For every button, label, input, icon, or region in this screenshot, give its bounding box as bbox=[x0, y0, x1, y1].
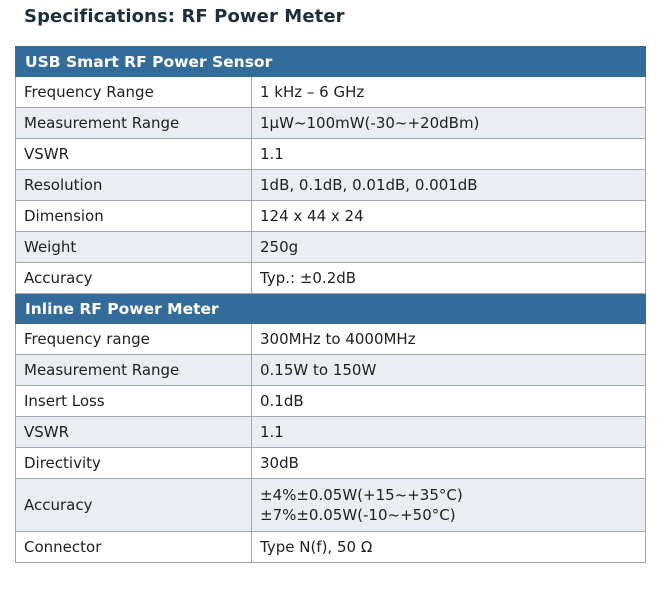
spec-value-line: ±4%±0.05W(+15~+35°C) bbox=[260, 486, 463, 504]
section-header-inline-meter bbox=[16, 294, 646, 324]
specifications-table bbox=[15, 46, 646, 563]
spec-label: Connector bbox=[16, 532, 252, 563]
spec-value: 30dB bbox=[252, 448, 646, 479]
spec-label: Resolution bbox=[16, 170, 252, 201]
table-row bbox=[16, 386, 646, 417]
table-row bbox=[16, 108, 646, 139]
table-row bbox=[16, 324, 646, 355]
spec-label: Accuracy bbox=[16, 263, 252, 294]
spec-value: 1 kHz – 6 GHz bbox=[252, 77, 646, 108]
spec-value: 300MHz to 4000MHz bbox=[252, 324, 646, 355]
page-title: Specifications: RF Power Meter bbox=[24, 6, 345, 27]
spec-value: 1dB, 0.1dB, 0.01dB, 0.001dB bbox=[252, 170, 646, 201]
spec-value: 124 x 44 x 24 bbox=[252, 201, 646, 232]
table-row bbox=[16, 232, 646, 263]
section-heading: Inline RF Power Meter bbox=[16, 294, 646, 324]
spec-value-multiline bbox=[252, 479, 646, 532]
spec-label: VSWR bbox=[16, 417, 252, 448]
spec-label: Directivity bbox=[16, 448, 252, 479]
section-heading: USB Smart RF Power Sensor bbox=[16, 47, 646, 77]
table-row bbox=[16, 532, 646, 563]
spec-value: 250g bbox=[252, 232, 646, 263]
table-row bbox=[16, 355, 646, 386]
spec-value: 1μW~100mW(-30~+20dBm) bbox=[252, 108, 646, 139]
spec-label: Accuracy bbox=[16, 479, 252, 532]
spec-label: Weight bbox=[16, 232, 252, 263]
section-header-usb-sensor bbox=[16, 47, 646, 77]
spec-label: Frequency Range bbox=[16, 77, 252, 108]
table-row bbox=[16, 417, 646, 448]
spec-value: Type N(f), 50 Ω bbox=[252, 532, 646, 563]
spec-label: Insert Loss bbox=[16, 386, 252, 417]
table-row bbox=[16, 448, 646, 479]
spec-label: Dimension bbox=[16, 201, 252, 232]
table-row bbox=[16, 77, 646, 108]
spec-label: Measurement Range bbox=[16, 355, 252, 386]
spec-value: 0.15W to 150W bbox=[252, 355, 646, 386]
spec-value: 0.1dB bbox=[252, 386, 646, 417]
spec-label: Frequency range bbox=[16, 324, 252, 355]
table-row bbox=[16, 139, 646, 170]
spec-value: 1.1 bbox=[252, 417, 646, 448]
spec-label: VSWR bbox=[16, 139, 252, 170]
table-row bbox=[16, 263, 646, 294]
spec-value-line: ±7%±0.05W(-10~+50°C) bbox=[260, 506, 456, 524]
spec-label: Measurement Range bbox=[16, 108, 252, 139]
table-row bbox=[16, 479, 646, 532]
spec-value: 1.1 bbox=[252, 139, 646, 170]
table-row bbox=[16, 201, 646, 232]
table-row bbox=[16, 170, 646, 201]
spec-value: Typ.: ±0.2dB bbox=[252, 263, 646, 294]
